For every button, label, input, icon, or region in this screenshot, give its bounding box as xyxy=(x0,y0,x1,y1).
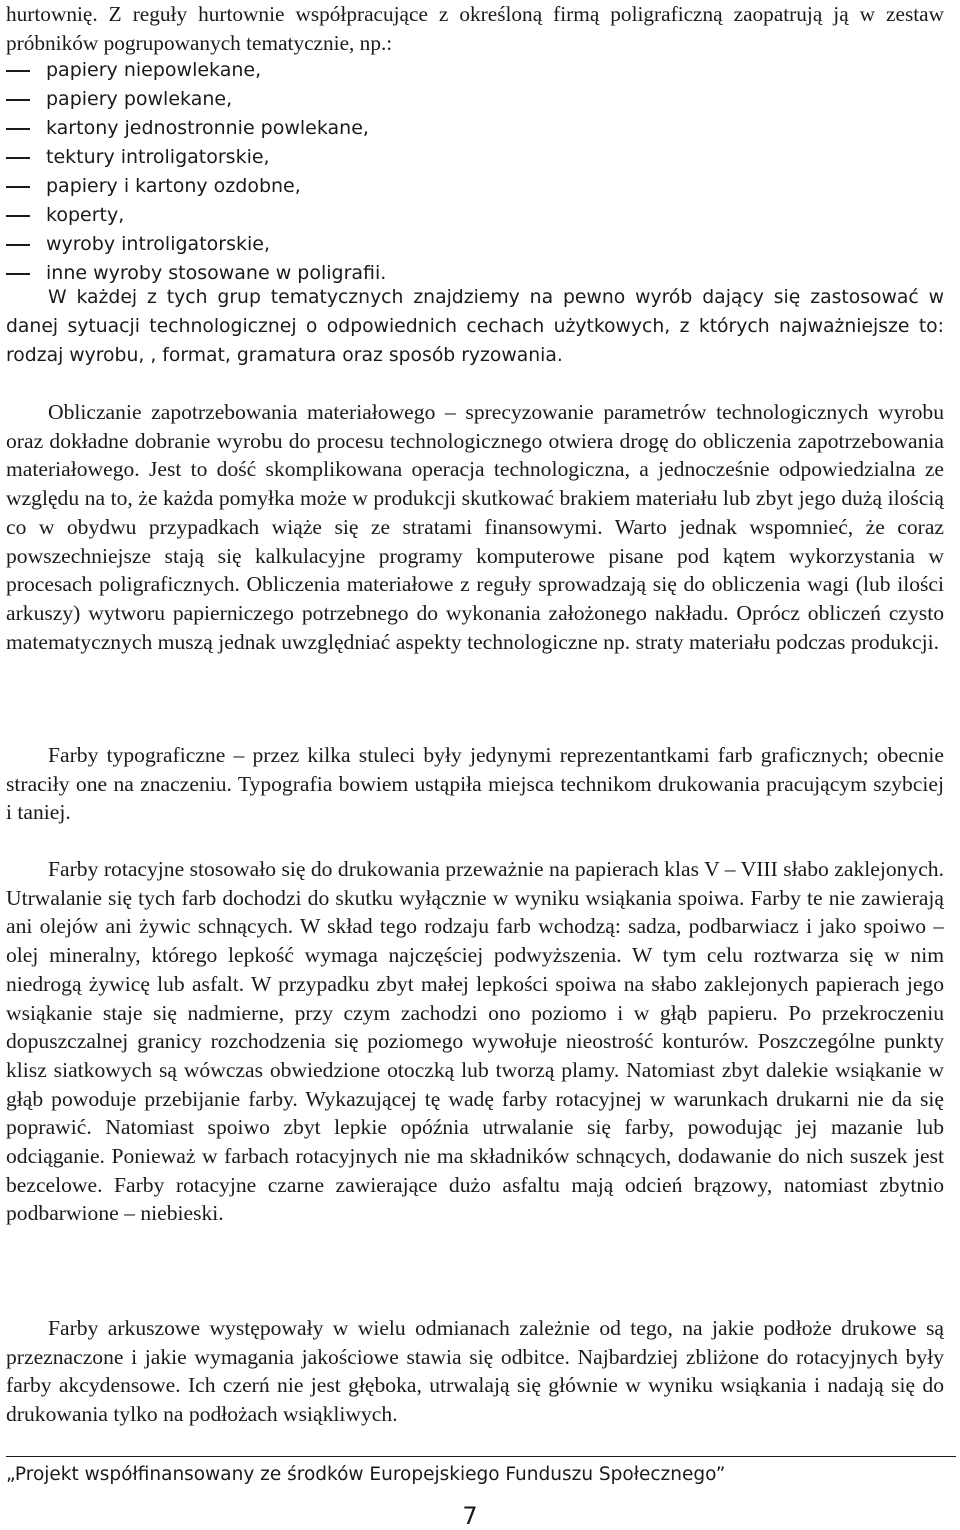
dash-bullet-icon xyxy=(6,273,30,275)
material-calculation-paragraph: Obliczanie zapotrzebowania materiałowego – sprecyzowanie parametrów technologicznych wyrobu oraz dokładne dobranie wyrobu do procesu technologicznego otwiera drogę do obliczenia zapotrzebowania materiałowego. Jest to dość skomplikowana operacja technologiczna, a jednocześnie odpowiedzialna ze względu na to, że każda pomyłka może w produkcji skutkować brakiem materiału lub zbyt jego dużą ilością co w obydwu przypadkach wiąże się ze stratami finansowymi. Warto jednak wspomnieć, że coraz powszechniejsze stają się kalkulacyjne programy komputerowe pisane pod kątem wykorzystania w procesach poligraficznych. Obliczenia materiałowe z reguły sprowadzają się do obliczenia wagi (lub ilości arkuszy) wytworu papierniczego potrzebnego do wykonania założonego nakładu. Oprócz obliczeń czysto matematycznych muszą jednak uwzględniać aspekty technologiczne np. straty materiału podczas produkcji. xyxy=(6,400,944,654)
list-item-label: papiery niepowlekane, xyxy=(46,59,262,81)
list-item xyxy=(6,85,906,114)
list-item-label: wyroby introligatorskie, xyxy=(46,233,270,255)
dash-bullet-icon xyxy=(6,186,30,188)
list-item-label: tektury introligatorskie, xyxy=(46,146,270,168)
sheet-inks-paragraph: Farby arkuszowe występowały w wielu odmianach zależnie od tego, na jakie podłoże drukowe są przeznaczone i jakie wymagania jakościowe stawia się odbitce. Najbardziej zbliżone do rotacyjnych były farby akcydensowe. Ich czerń nie jest głęboka, utrwalają się głównie w wyniku wsiąkania i nadają się do drukowania tylko na podłożach wsiąkliwych. xyxy=(6,1316,944,1427)
list-item-label: papiery i kartony ozdobne, xyxy=(46,175,301,197)
dash-bullet-icon xyxy=(6,128,30,130)
groups-paragraph: W każdej z tych grup tematycznych znajdziemy na pewno wyrób dający się zastosować w danej sytuacji technologicznej o odpowiednich cechach użytkowych, z których najważniejsze to: rodzaj wyrobu, , format, gramatura oraz sposób ryzowania. xyxy=(6,287,944,366)
list-item-label: kartony jednostronnie powlekane, xyxy=(46,117,369,139)
list-item xyxy=(6,230,906,259)
rotary-inks-paragraph: Farby rotacyjne stosowało się do drukowania przeważnie na papierach klas V – VIII słabo zaklejonych. Utrwalanie się tych farb dochodzi do skutku wyłącznie w wyniku wsiąkania spoiwa. Farby te nie zawierają ani olejów ani żywic schnących. W skład tego rodzaju farb wchodzą: sadza, podbarwiacz i jako spoiwo – olej mineralny, którego lepkość wymaga najczęściej podwyższenia. W tym celu roztwarza się w nim niedrogą żywicę lub asfalt. W przypadku zbyt małej lepkości spoiwa na słabo zaklejonych papierach jego wsiąkanie staje się nadmierne, przy czym zachodzi ono poziomo i w głąb papieru. Po przekroczeniu dopuszczalnej granicy rozchodzenia się poziomego wywołuje nieostrość konturów. Poszczególne punkty klisz siatkowych są wówczas obwiedzione otoczką lub tworzą plamy. Natomiast zbyt dalekie wsiąkanie w głąb powoduje przebijanie farby. Wykazującej tę wadę farby rotacyjnej w warunkach drukarni nie da się poprawić. Natomiast spoiwo zbyt lepkie opóźnia utrwalanie się farby, powodując jej mazanie lub odciąganie. Ponieważ w farbach rotacyjnych nie ma składników schnących, dodawanie do nich suszek jest bezcelowe. Farby rotacyjne czarne zawierające dużo asfaltu mają odcień brązowy, natomiast zbytnio podbarwione – niebieski. xyxy=(6,857,944,1226)
dash-bullet-icon xyxy=(6,99,30,101)
list-item xyxy=(6,201,906,230)
list-item xyxy=(6,172,906,201)
page-number: 7 xyxy=(462,1502,478,1530)
dash-bullet-icon xyxy=(6,70,30,72)
dash-bullet-icon xyxy=(6,215,30,217)
list-item xyxy=(6,143,906,172)
dash-bullet-icon xyxy=(6,157,30,159)
footer-note: „Projekt współfinansowany ze środków Europejskiego Funduszu Społecznego” xyxy=(6,1456,956,1486)
list-item xyxy=(6,56,906,85)
product-group-list xyxy=(6,56,906,288)
intro-paragraph: hurtownię. Z reguły hurtownie współpracujące z określoną firmą poligraficzną zaopatrują ją w zestaw próbników pogrupowanych tematycznie, np.: xyxy=(6,2,944,55)
typographic-inks-paragraph: Farby typograficzne – przez kilka stuleci były jedynymi reprezentantkami farb graficznych; obecnie straciły one na znaczeniu. Typografia bowiem ustąpiła miejsca technikom drukowania pracującym szybciej i taniej. xyxy=(6,743,944,825)
list-item-label: inne wyroby stosowane w poligrafii. xyxy=(46,262,387,284)
list-item-label: papiery powlekane, xyxy=(46,88,233,110)
list-item-label: koperty, xyxy=(46,204,125,226)
list-item xyxy=(6,114,906,143)
dash-bullet-icon xyxy=(6,244,30,246)
